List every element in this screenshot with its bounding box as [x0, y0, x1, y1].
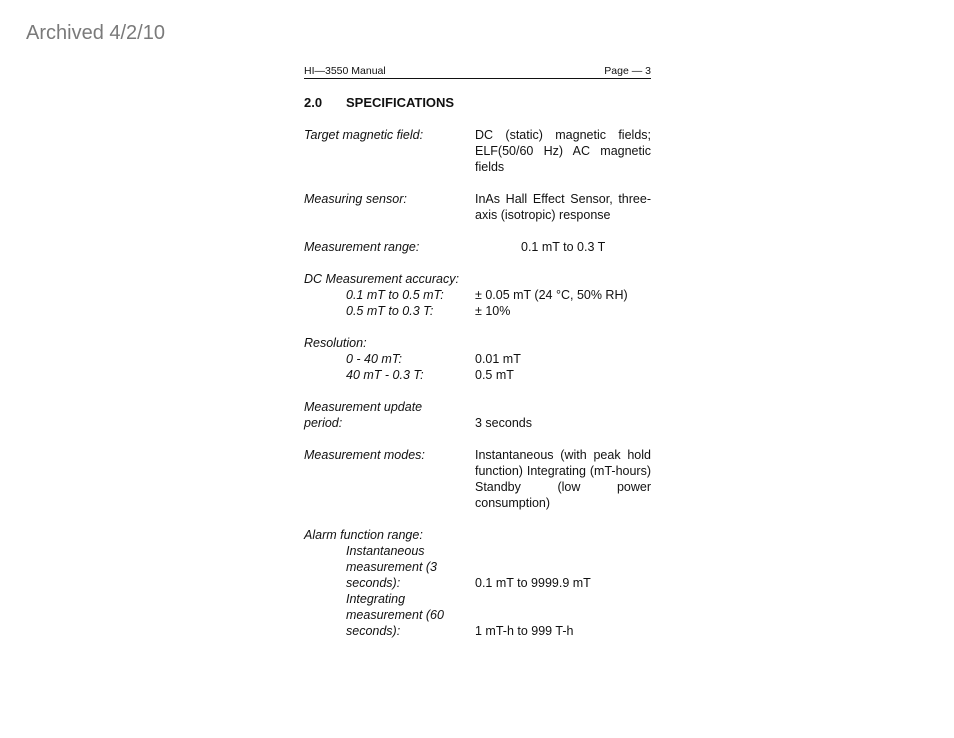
spec-value: Instantaneous (with peak hold function) Integrating (mT-hours) Standby (low power consumption) — [475, 448, 651, 510]
spec-value: 3 seconds — [475, 416, 532, 430]
spec-sublabel: Instantaneous measurement (3 seconds): — [346, 544, 438, 590]
spec-alarm-row — [304, 543, 651, 591]
spec-value: InAs Hall Effect Sensor, three-axis (isotropic) response — [475, 192, 651, 222]
archived-watermark: Archived 4/2/10 — [26, 22, 165, 44]
spec-sublabel: 0.1 mT to 0.5 mT: — [346, 288, 444, 302]
spec-update-period — [304, 415, 651, 431]
spec-resolution-row — [304, 351, 651, 367]
spec-label: Measurement modes: — [304, 448, 425, 462]
spec-label: Target magnetic field: — [304, 128, 424, 142]
spec-value: DC (static) magnetic fields; ELF(50/60 Hz) AC magnetic fields — [475, 128, 651, 174]
manual-title: HI—3550 Manual — [304, 65, 386, 77]
spec-value: 0.5 mT — [475, 368, 514, 382]
spec-label: Resolution: — [304, 336, 367, 350]
spec-label: Measuring sensor: — [304, 192, 407, 206]
spec-sensor — [304, 191, 651, 223]
spec-accuracy-heading — [304, 271, 651, 287]
spec-accuracy-row — [304, 287, 651, 303]
spec-value: 0.01 mT — [475, 352, 521, 366]
spec-sublabel: 40 mT - 0.3 T: — [346, 368, 424, 382]
spec-label: Alarm function range: — [304, 528, 423, 542]
spec-label: DC Measurement accuracy: — [304, 272, 459, 286]
spec-label: Measurement update — [304, 400, 423, 414]
spec-alarm-row — [304, 591, 651, 639]
page-number: Page — 3 — [604, 65, 651, 77]
spec-update-heading — [304, 399, 651, 415]
spec-alarm-heading — [304, 527, 651, 543]
spec-value: ± 0.05 mT (24 °C, 50% RH) — [475, 288, 628, 302]
spec-range — [304, 239, 651, 255]
spec-value: ± 10% — [475, 304, 511, 318]
spec-sublabel: Integrating measurement (60 seconds): — [346, 592, 444, 638]
spec-value: 0.1 mT to 0.3 T — [521, 240, 606, 254]
page-header — [304, 65, 651, 79]
spec-accuracy-row — [304, 303, 651, 319]
spec-target-field — [304, 127, 651, 175]
spec-value: 0.1 mT to 9999.9 mT — [475, 576, 591, 590]
section-title: SPECIFICATIONS — [346, 95, 455, 110]
section-number: 2.0 — [304, 95, 323, 110]
spec-label: period: — [304, 416, 343, 430]
section-heading — [304, 95, 651, 111]
spec-value: 1 mT-h to 999 T-h — [475, 624, 574, 638]
spec-sublabel: 0.5 mT to 0.3 T: — [346, 304, 434, 318]
spec-modes — [304, 447, 651, 511]
manual-page — [304, 65, 651, 639]
spec-resolution-row — [304, 367, 651, 383]
spec-sublabel: 0 - 40 mT: — [346, 352, 403, 366]
spec-resolution-heading — [304, 335, 651, 351]
spec-label: Measurement range: — [304, 240, 420, 254]
